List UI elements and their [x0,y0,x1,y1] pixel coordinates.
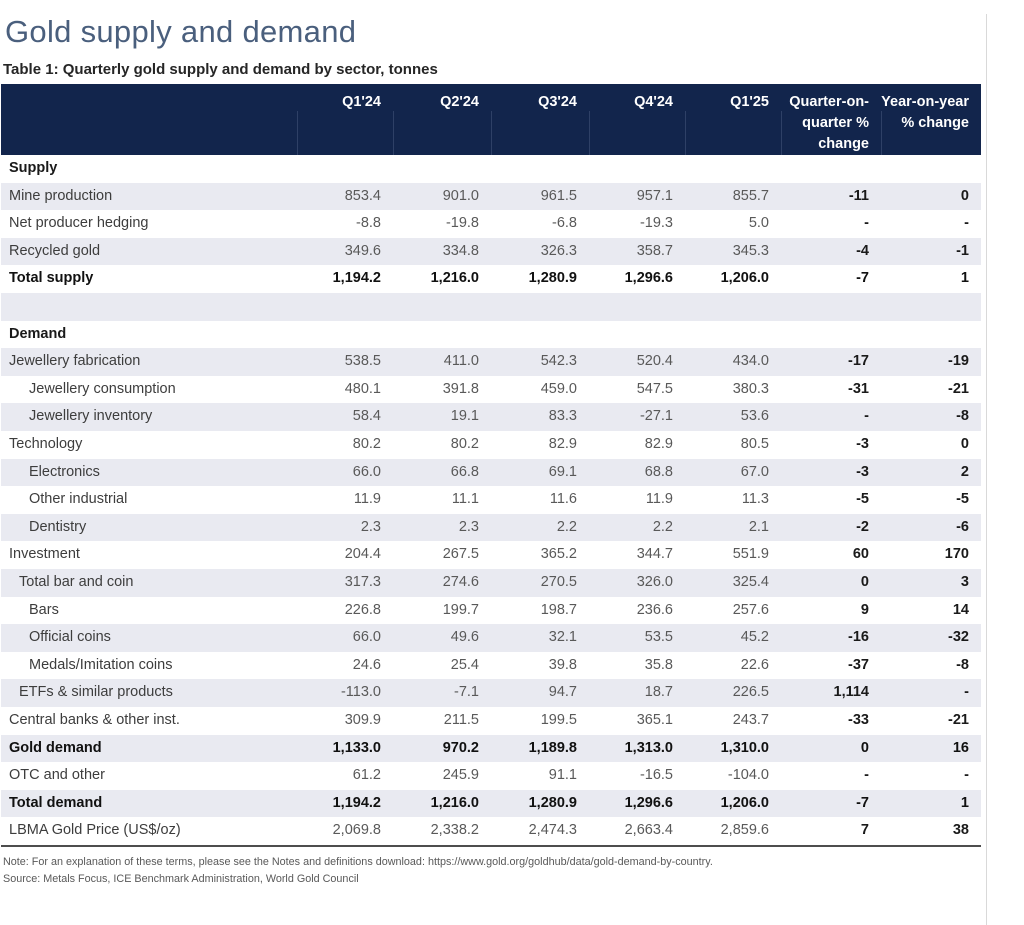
table-row [1,183,981,211]
report-page [0,14,1024,887]
table-row [1,431,981,459]
table-row [1,624,981,652]
pct-cell: - [864,767,869,784]
value-cell: 35.8 [644,656,673,673]
value-cell: 326.0 [589,569,685,597]
value-cell: -113.0 [297,679,393,707]
pct-cell: 1 [881,790,981,818]
pct-cell: -8 [881,403,981,431]
row-label: Net producer hedging [9,215,149,232]
value-cell: 2,069.8 [297,817,393,846]
value-cell: 365.1 [636,711,673,728]
value-cell: 274.6 [393,569,491,597]
pct-cell: -19 [881,348,981,376]
value-cell: 58.4 [297,403,393,431]
value-cell: 434.0 [685,348,781,376]
pct-cell: 60 [852,546,869,563]
value-cell: 39.8 [548,656,577,673]
table-row [1,735,981,763]
pct-cell: -3 [856,435,869,452]
pct-cell: - [964,767,969,784]
value-cell: 1,206.0 [720,270,769,287]
value-cell: -6.8 [552,215,577,232]
pct-cell: -7 [781,790,881,818]
table-row [1,514,981,542]
row-label: Total bar and coin [1,569,297,597]
value-cell: 1,216.0 [393,790,491,818]
value-cell: 198.7 [540,601,577,618]
table-row [1,817,981,846]
source-note: Source: Metals Focus, ICE Benchmark Administration, World Gold Council [3,872,359,885]
pct-cell: -11 [781,183,881,211]
row-label: LBMA Gold Price (US$/oz) [1,817,297,846]
value-cell: 1,313.0 [589,735,685,763]
value-cell: 2.2 [491,514,589,542]
value-cell: 245.9 [442,767,479,784]
row-label: ETFs & similar products [1,679,297,707]
value-cell: 66.0 [297,624,393,652]
pct-cell: 2 [881,459,981,487]
value-cell: 199.5 [540,711,577,728]
value-cell: 61.2 [352,767,381,784]
value-cell: 1,296.6 [624,270,673,287]
value-cell: 80.2 [450,435,479,452]
value-cell: 82.9 [644,435,673,452]
value-cell: 211.5 [443,711,479,728]
pct-cell: -3 [781,459,881,487]
table-row [1,210,981,238]
page-right-edge-divider [986,14,987,925]
section-row [1,321,981,349]
value-cell: 270.5 [491,569,589,597]
value-cell: 520.4 [589,348,685,376]
value-cell: 1,194.2 [297,790,393,818]
value-cell: 1,206.0 [685,790,781,818]
pct-cell: 7 [781,817,881,846]
column-header: Q2'24 [393,84,491,155]
page-title: Gold supply and demand [5,14,357,49]
table-row [1,238,981,266]
header-row [1,84,981,155]
value-cell: 317.3 [297,569,393,597]
pct-cell: 0 [781,569,881,597]
row-label: Central banks & other inst. [9,711,180,728]
table-row [1,459,981,487]
spacer [1,293,981,321]
row-label: Electronics [1,459,297,487]
value-cell: 1,133.0 [297,735,393,763]
value-cell: 11.9 [645,491,673,508]
value-cell: 345.3 [685,238,781,266]
pct-cell: -2 [781,514,881,542]
value-cell: 326.3 [491,238,589,266]
table-row [1,376,981,404]
value-cell: 853.4 [297,183,393,211]
pct-cell: -4 [781,238,881,266]
value-cell: 11.3 [741,491,769,508]
pct-cell: -32 [881,624,981,652]
value-cell: 2,338.2 [393,817,491,846]
value-cell: 358.7 [589,238,685,266]
pct-cell: 0 [781,735,881,763]
value-cell: 243.7 [732,711,769,728]
pct-cell: -17 [781,348,881,376]
column-header: Q4'24 [589,84,685,155]
value-cell: 91.1 [548,767,577,784]
section-label: Supply [9,160,58,177]
value-cell: 45.2 [685,624,781,652]
row-label: Technology [9,435,83,452]
value-cell: -19.3 [639,215,673,232]
value-cell: 1,310.0 [685,735,781,763]
pct-cell: -5 [956,491,969,508]
value-cell: 901.0 [393,183,491,211]
value-cell: 53.5 [589,624,685,652]
pct-cell: -8 [956,656,969,673]
value-cell: 267.5 [442,546,479,563]
value-cell: 32.1 [491,624,589,652]
value-cell: 53.6 [685,403,781,431]
table-body [1,155,981,846]
value-cell: 226.5 [685,679,781,707]
pct-cell: -5 [856,491,869,508]
value-cell: 391.8 [442,380,479,397]
value-cell: 83.3 [491,403,589,431]
value-cell: 547.5 [636,380,673,397]
value-cell: 24.6 [352,656,381,673]
value-cell: 94.7 [491,679,589,707]
row-label: Bars [29,601,59,618]
table-row [1,652,981,680]
table-row [1,265,981,293]
value-cell: 2.1 [685,514,781,542]
pct-cell: 9 [860,601,869,618]
value-cell: 2.2 [589,514,685,542]
value-cell: 2,859.6 [685,817,781,846]
supply-demand-table [1,84,981,847]
pct-cell: 14 [952,601,969,618]
value-cell: 199.7 [442,601,479,618]
table-row [1,790,981,818]
value-cell: 957.1 [589,183,685,211]
row-label: OTC and other [9,767,105,784]
value-cell: 19.1 [393,403,491,431]
value-cell: 80.5 [740,435,769,452]
value-cell: 69.1 [491,459,589,487]
pct-cell: -7 [856,270,869,287]
table-row [1,348,981,376]
value-cell: 1,280.9 [491,790,589,818]
value-cell: 11.9 [353,491,381,508]
pct-cell: 38 [881,817,981,846]
pct-cell: 1 [960,270,969,287]
row-label: Dentistry [1,514,297,542]
row-label: Other industrial [29,491,128,508]
value-cell: 411.0 [393,348,491,376]
pct-cell: 0 [960,435,969,452]
value-cell: 2,474.3 [491,817,589,846]
table-caption: Table 1: Quarterly gold supply and demand by sector, tonnes [3,61,438,78]
column-header: Q1'25 [685,84,781,155]
row-label: Mine production [1,183,297,211]
pct-cell: -21 [948,380,969,397]
value-cell: 257.6 [732,601,769,618]
table-row [1,597,981,625]
value-cell: 11.1 [451,491,479,508]
value-cell: -19.8 [445,215,479,232]
value-cell: 5.0 [748,215,769,232]
section-label: Demand [9,325,67,342]
value-cell: 80.2 [352,435,381,452]
table-header [1,84,981,155]
value-cell: 480.1 [344,380,381,397]
column-header: Quarter-on-quarter % change [781,84,881,155]
value-cell: 365.2 [540,546,577,563]
section-row [1,155,981,183]
pct-cell: -33 [848,711,869,728]
pct-cell: -1 [881,238,981,266]
column-header: Q3'24 [491,84,589,155]
row-label: Total supply [9,270,94,287]
corner-cell [1,84,297,155]
value-cell: 542.3 [491,348,589,376]
value-cell: 66.8 [393,459,491,487]
table-row [1,486,981,514]
value-cell: 2.3 [297,514,393,542]
pct-cell: -37 [848,656,869,673]
value-cell: -7.1 [393,679,491,707]
value-cell: 538.5 [297,348,393,376]
table-row [1,541,981,569]
row-label: Recycled gold [1,238,297,266]
row-label: Medals/Imitation coins [29,656,173,673]
pct-cell: - [781,403,881,431]
value-cell: 226.8 [344,601,381,618]
pct-cell: 3 [881,569,981,597]
value-cell: 961.5 [491,183,589,211]
table-row [1,707,981,735]
value-cell: 67.0 [685,459,781,487]
value-cell: 344.7 [636,546,673,563]
row-label: Jewellery consumption [29,380,176,397]
value-cell: 11.6 [549,491,577,508]
value-cell: 970.2 [393,735,491,763]
column-header: Year-on-year % change [881,84,981,155]
value-cell: 349.6 [297,238,393,266]
pct-cell: - [964,215,969,232]
value-cell: 855.7 [685,183,781,211]
row-label: Investment [9,546,80,563]
pct-cell: -16 [781,624,881,652]
row-label: Total demand [1,790,297,818]
value-cell: 551.9 [732,546,769,563]
value-cell: 1,280.9 [528,270,577,287]
pct-cell: 16 [881,735,981,763]
table-row [1,762,981,790]
table-row [1,569,981,597]
pct-cell: - [864,215,869,232]
value-cell: 325.4 [685,569,781,597]
row-label: Gold demand [1,735,297,763]
row-label: Jewellery fabrication [1,348,297,376]
value-cell: 334.8 [393,238,491,266]
value-cell: -8.8 [356,215,381,232]
value-cell: 82.9 [548,435,577,452]
value-cell: 25.4 [450,656,479,673]
value-cell: 309.9 [344,711,381,728]
value-cell: 2.3 [393,514,491,542]
value-cell: 68.8 [589,459,685,487]
value-cell: 380.3 [732,380,769,397]
pct-cell: -21 [948,711,969,728]
value-cell: 18.7 [589,679,685,707]
footnote: Note: For an explanation of these terms, please see the Notes and definitions download: https://www.gold.org/goldhub/data/gold-demand-by-country. [3,855,713,868]
value-cell: 1,194.2 [332,270,381,287]
value-cell: 1,296.6 [589,790,685,818]
value-cell: 1,189.8 [491,735,589,763]
pct-cell: 1,114 [781,679,881,707]
value-cell: 459.0 [540,380,577,397]
value-cell: 22.6 [740,656,769,673]
value-cell: 1,216.0 [430,270,479,287]
value-cell: -104.0 [727,767,769,784]
value-cell: 66.0 [297,459,393,487]
row-label: Jewellery inventory [1,403,297,431]
value-cell: -27.1 [589,403,685,431]
pct-cell: -31 [848,380,869,397]
value-cell: 204.4 [344,546,381,563]
row-label: Official coins [1,624,297,652]
table-row [1,403,981,431]
pct-cell: -6 [881,514,981,542]
pct-cell: - [881,679,981,707]
table-row [1,679,981,707]
pct-cell: 170 [944,546,969,563]
pct-cell: 0 [881,183,981,211]
spacer-row [1,293,981,321]
value-cell: 2,663.4 [589,817,685,846]
column-header: Q1'24 [297,84,393,155]
value-cell: 236.6 [636,601,673,618]
value-cell: 49.6 [393,624,491,652]
value-cell: -16.5 [639,767,673,784]
